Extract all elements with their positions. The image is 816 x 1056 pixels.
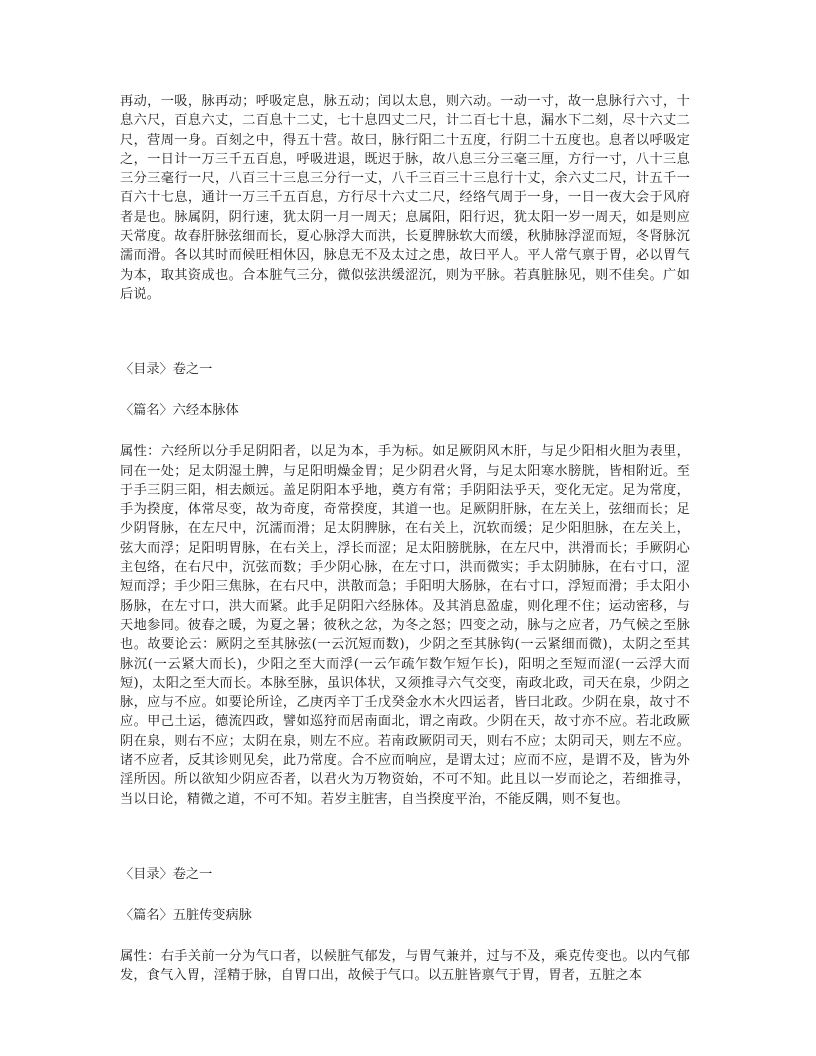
section-catalog-label: 〈目录〉卷之一 [120, 866, 213, 882]
section-catalog-label: 〈目录〉卷之一 [120, 362, 213, 378]
document-page [120, 92, 690, 986]
section-title-label: 〈篇名〉六经本脉体 [120, 403, 239, 419]
paragraph-pulse-breath: 再动，一吸，脉再动；呼吸定息，脉五动；闰以太息，则六动。一动一寸，故一息脉行六寸，十息六尺，百息六丈，二百息十二丈，七十息四丈二尺，计二百七十息，漏水下二刻，尽十六丈二尺，营周一身。百刻之中，得五十营。故曰，脉行阳二十五度，行阴二十五度也。息者以呼吸定之，一日计一万三千五百息，呼吸进退，既迟于脉，故八息三分三毫三厘，方行一寸，八十三息三分三毫行一尺，八百三十三息三分行一丈，八千三百三十三息行十丈，余六丈二尺，计五千一百六十七息，通计一万三千五百息，方行尽十六丈二尺，经络气周于一身，一日一夜大会于风府者是也。脉属阴，阴行速，犹太阴一月一周天；息属阳，阳行迟，犹太阳一岁一周天，如是则应天常度。故春肝脉弦细而长，夏心脉浮大而洪，长夏脾脉软大而缓，秋肺脉浮涩而短，冬肾脉沉濡而滑。各以其时而候旺相休囚，脉息无不及太过之患，故曰平人。平人常气禀于胃，必以胃气为本，取其资成也。合本脏气三分，微似弦洪缓涩沉，则为平脉。若真脏脉见，则不佳矣。广如后说。 [120, 94, 690, 302]
paragraph-six-meridians: 属性：六经所以分手足阴阳者，以足为本，手为标。如足厥阴风木肝，与足少阳相火胆为表里，同在一处；足太阴湿土脾，与足阳明燥金胃；足少阴君火肾，与足太阳寒水膀胱，皆相附近。至于手三阴三阳，相去颇远。盖足阴阳本乎地，奠方有常；手阴阳法乎天，变化无定。足为常度，手为揆度，体常尽变，故为奇度，奇常揆度，其道一也。足厥阴肝脉，在左关上，弦细而长；足少阴肾脉，在左尺中，沉濡而滑；足太阴脾脉，在右关上，沉软而缓；足少阳胆脉，在左关上，弦大而浮；足阳明胃脉，在右关上，浮长而涩；足太阳膀胱脉，在左尺中，洪滑而长；手厥阴心主包络，在右尺中，沉弦而数；手少阴心脉，在左寸口，洪而微实；手太阴肺脉，在右寸口，涩短而浮；手少阳三焦脉，在右尺中，洪散而急；手阳明大肠脉，在右寸口，浮短而滑；手太阳小肠脉，在左寸口，洪大而紧。此手足阴阳六经脉体。及其消息盈虚，则化理不住；运动密移，与天地参同。彼春之暖，为夏之暑；彼秋之忿，为冬之怒；四变之动，脉与之应者，乃气候之至脉也。故要论云：厥阴之至其脉弦(一云沉短而数)，少阴之至其脉钩(一云紧细而微)，太阴之至其脉沉(一云紧大而长)，少阳之至大而浮(一云乍疏乍数乍短乍长)，阳明之至短而涩(一云浮大而短)，太阳之至大而长。本脉至脉，虽识体状，又须推寻六气交变，南政北政，司天在泉，少阴之脉，应与不应。如要论所诠，乙庚丙辛丁壬戊癸金水木火四运者，皆曰北政。少阴在泉，故寸不应。甲己土运，德流四政，譬如巡狩而居南面北，谓之南政。少阴在天，故寸亦不应。若北政厥阴在泉，则右不应；太阴在泉，则左不应。若南政厥阴司天，则右不应；太阴司天，则左不应。诸不应者，反其诊则见矣，此乃常度。合不应而响应，是谓太过；应而不应，是谓不及，皆为外淫所因。所以欲知少阴应否者，以君火为万物资始，不可不知。此且以一岁而论之，若细推寻，当以日论，精微之道，不可不知。若岁主脏害，自当揆度平治，不能反隅，则不复也。 [120, 444, 690, 807]
paragraph-five-organs: 属性：右手关前一分为气口者，以候脏气郁发，与胃气兼并，过与不及，乘克传变也。以内气郁发，食气入胃，淫精于脉，自胃口出，故候于气口。以五脏皆禀气于胃，胃者，五脏之本 [120, 948, 690, 984]
section-title-label: 〈篇名〉五脏传变病脉 [120, 907, 252, 923]
